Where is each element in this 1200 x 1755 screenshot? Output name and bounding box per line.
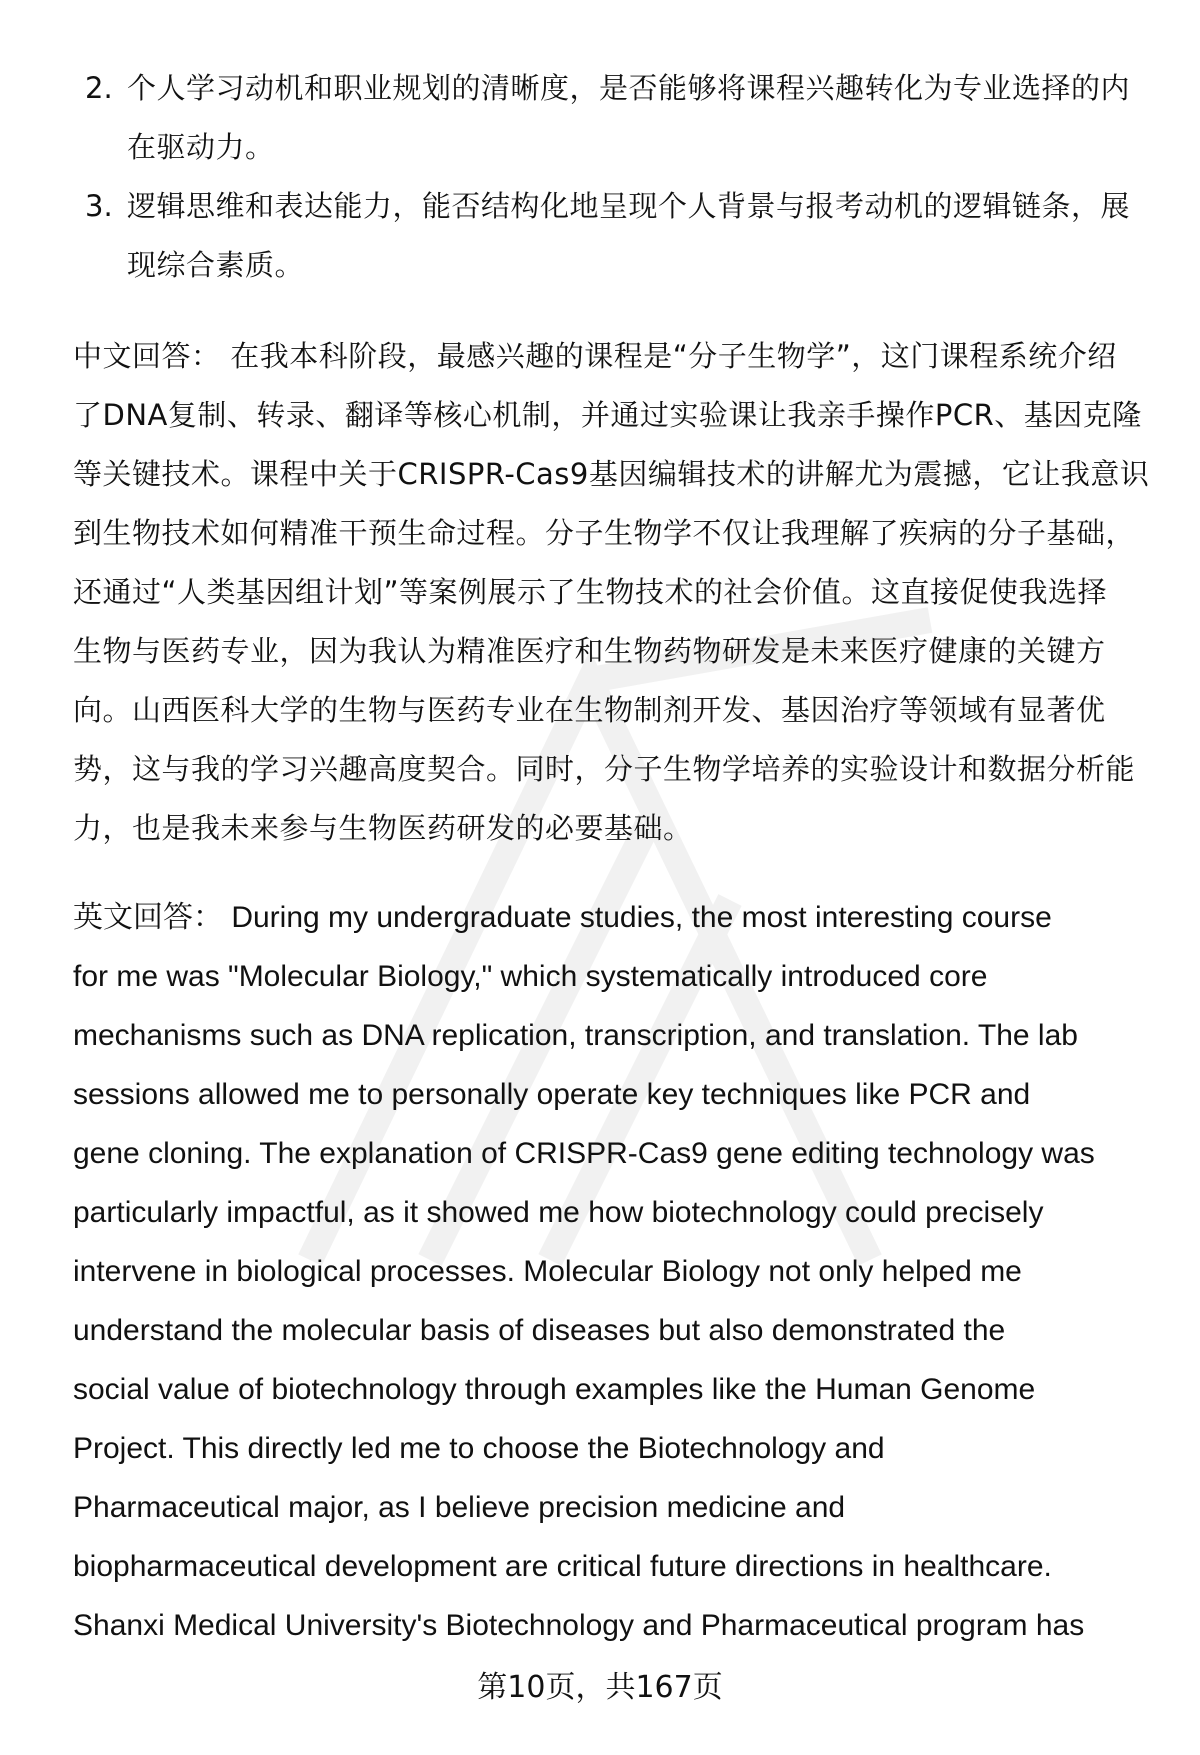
paragraph-line: particularly impactful, as it showed me how biotechnology could precisely — [73, 1196, 1044, 1229]
paragraph-line: 势，这与我的学习兴趣高度契合。同时，分子生物学培养的实验设计和数据分析能 — [73, 752, 1136, 786]
paragraph-line: sessions allowed me to personally operate key techniques like PCR and — [73, 1078, 1031, 1111]
paragraph-line: biopharmaceutical development are critical future directions in healthcare. — [73, 1550, 1052, 1583]
paragraph-line: 还通过“人类基因组计划”等案例展示了生物技术的社会价值。这直接促使我选择 — [73, 575, 1108, 609]
list-number: 2. — [85, 71, 113, 105]
paragraph-line: 力，也是我未来参与生物医药研发的必要基础。 — [73, 811, 693, 845]
list-item-text: 逻辑思维和表达能力，能否结构化地呈现个人背景与报考动机的逻辑链条，展 — [127, 189, 1131, 223]
list-item-text: 在驱动力。 — [127, 130, 275, 164]
list-number: 3. — [85, 189, 113, 223]
list-item-text: 现综合素质。 — [127, 248, 305, 282]
list-item-text: 个人学习动机和职业规划的清晰度，是否能够将课程兴趣转化为专业选择的内 — [127, 71, 1131, 105]
paragraph-line: 生物与医药专业，因为我认为精准医疗和生物药物研发是未来医疗健康的关键方 — [73, 634, 1106, 668]
paragraph-line: 到生物技术如何精准干预生命过程。分子生物学不仅让我理解了疾病的分子基础， — [73, 516, 1136, 550]
paragraph-line: gene cloning. The explanation of CRISPR-Cas9 gene editing technology was — [73, 1137, 1095, 1170]
paragraph-line: social value of biotechnology through examples like the Human Genome — [73, 1373, 1036, 1406]
paragraph-line: mechanisms such as DNA replication, transcription, and translation. The lab — [73, 1019, 1078, 1052]
paragraph-line: 等关键技术。课程中关于CRISPR-Cas9基因编辑技术的讲解尤为震撼，它让我意识 — [73, 457, 1150, 491]
paragraph-line: Project. This directly led me to choose the Biotechnology and — [73, 1432, 885, 1465]
paragraph-line: 中文回答： 在我本科阶段，最感兴趣的课程是“分子生物学”，这门课程系统介绍 — [73, 339, 1117, 373]
paragraph-line: Shanxi Medical University's Biotechnology and Pharmaceutical program has — [73, 1609, 1085, 1642]
paragraph-line: intervene in biological processes. Molecular Biology not only helped me — [73, 1255, 1022, 1288]
paragraph-line: 向。山西医科大学的生物与医药专业在生物制剂开发、基因治疗等领域有显著优 — [73, 693, 1106, 727]
paragraph-line: for me was "Molecular Biology," which systematically introduced core — [73, 960, 988, 993]
page-number: 第10页，共167页 — [477, 1670, 723, 1705]
paragraph-line: Pharmaceutical major, as I believe precision medicine and — [73, 1491, 846, 1524]
paragraph-line: 英文回答： During my undergraduate studies, the most interesting course — [73, 901, 1052, 934]
paragraph-line: understand the molecular basis of diseases but also demonstrated the — [73, 1314, 1006, 1347]
paragraph-line: 了DNA复制、转录、翻译等核心机制，并通过实验课让我亲手操作PCR、基因克隆 — [73, 398, 1142, 432]
